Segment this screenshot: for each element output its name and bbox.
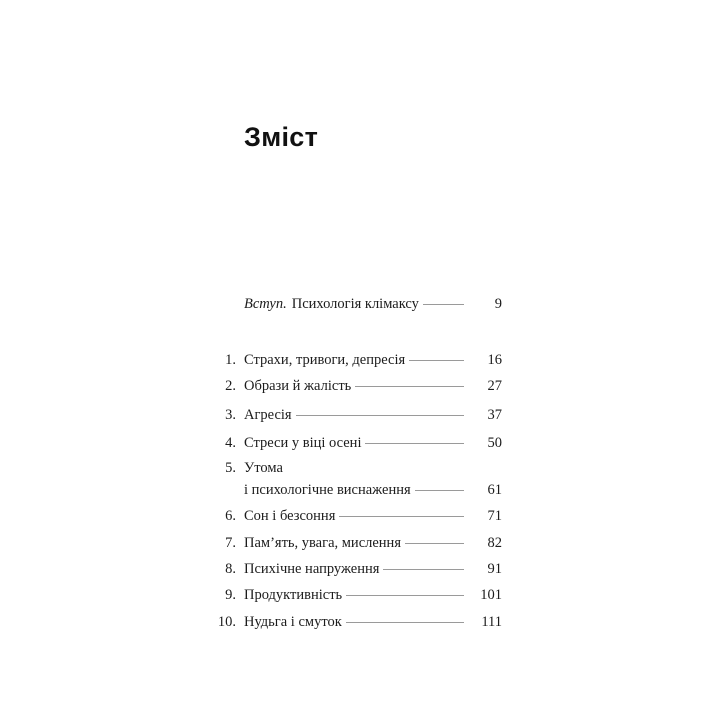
chapter-number: 9. bbox=[225, 587, 236, 603]
dot-leader bbox=[365, 443, 464, 444]
dot-leader bbox=[355, 386, 464, 387]
dot-leader bbox=[423, 304, 464, 305]
chapter-title: Нудьга і смуток bbox=[244, 614, 342, 630]
toc-chapter-row bbox=[0, 376, 720, 396]
chapter-title: Агресія bbox=[244, 407, 292, 423]
chapter-page-number: 91 bbox=[487, 561, 502, 577]
chapter-number: 7. bbox=[225, 535, 236, 551]
chapter-title-continued: і психологічне виснаження bbox=[244, 482, 411, 498]
toc-chapter-row bbox=[0, 612, 720, 632]
dot-leader bbox=[346, 622, 464, 623]
chapter-number: 4. bbox=[225, 435, 236, 451]
chapter-title: Психічне напруження bbox=[244, 561, 380, 577]
chapter-number: 8. bbox=[225, 561, 236, 577]
chapter-number: 5. bbox=[225, 460, 236, 476]
chapter-title: Утома bbox=[244, 460, 283, 476]
toc-chapter-row bbox=[0, 585, 720, 605]
toc-chapter-row bbox=[0, 405, 720, 425]
chapter-page-number: 71 bbox=[487, 508, 502, 524]
chapter-number: 2. bbox=[225, 378, 236, 394]
toc-chapter-row bbox=[0, 458, 720, 502]
chapter-page-number: 16 bbox=[487, 352, 502, 368]
chapter-title: Стреси у віці осені bbox=[244, 435, 362, 451]
chapter-title: Пам’ять, увага, мислення bbox=[244, 535, 401, 551]
dot-leader bbox=[405, 543, 464, 544]
chapter-page-number: 111 bbox=[481, 614, 502, 630]
chapter-page-number: 61 bbox=[487, 482, 502, 498]
chapter-page-number: 82 bbox=[487, 535, 502, 551]
intro-label: Вступ. bbox=[244, 296, 287, 312]
chapter-number: 6. bbox=[225, 508, 236, 524]
chapter-page-number: 101 bbox=[480, 587, 502, 603]
chapter-title: Продуктивність bbox=[244, 587, 343, 603]
dot-leader bbox=[346, 595, 464, 596]
contents-heading: Зміст bbox=[244, 122, 319, 152]
chapter-page-number: 27 bbox=[487, 378, 502, 394]
intro-title: Психологія клімаксу bbox=[291, 296, 419, 312]
chapter-title: Сон і безсоння bbox=[244, 508, 336, 524]
intro-page-number: 9 bbox=[494, 296, 502, 312]
chapter-number: 3. bbox=[225, 407, 236, 423]
chapter-title: Образи й жалість bbox=[244, 378, 352, 394]
dot-leader bbox=[409, 360, 464, 361]
chapter-number: 10. bbox=[217, 614, 236, 630]
chapter-title: Страхи, тривоги, депресія bbox=[244, 352, 406, 368]
dot-leader bbox=[383, 569, 464, 570]
toc-chapter-row bbox=[0, 350, 720, 370]
toc-chapter-row bbox=[0, 433, 720, 453]
chapter-number: 1. bbox=[225, 352, 236, 368]
chapter-page-number: 37 bbox=[487, 407, 502, 423]
toc-chapter-row bbox=[0, 506, 720, 526]
dot-leader bbox=[415, 490, 464, 491]
dot-leader bbox=[339, 516, 464, 517]
toc-chapter-row bbox=[0, 533, 720, 553]
toc-intro-row bbox=[0, 294, 720, 314]
toc-chapter-row bbox=[0, 559, 720, 579]
dot-leader bbox=[296, 415, 464, 416]
chapter-page-number: 50 bbox=[487, 435, 502, 451]
